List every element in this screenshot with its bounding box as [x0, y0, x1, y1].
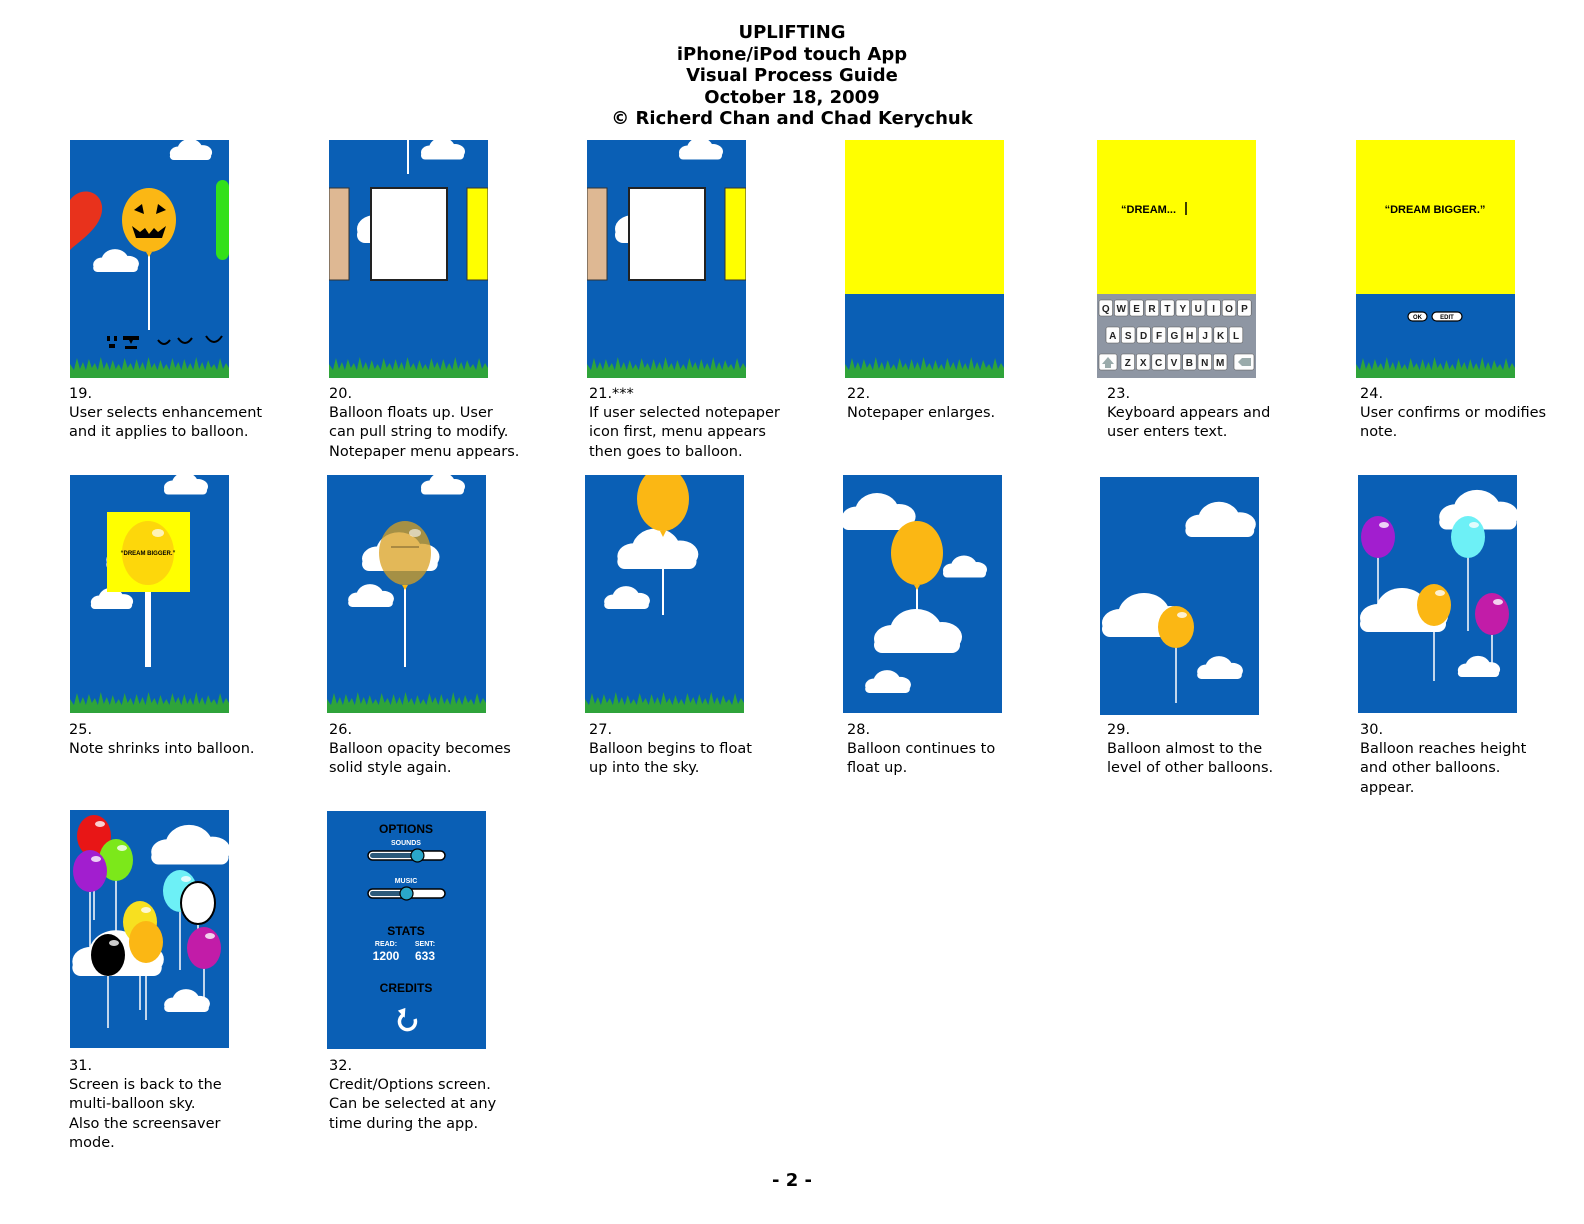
- magenta-balloon-icon: [187, 927, 221, 969]
- key-label: R: [1148, 304, 1156, 315]
- app-title: UPLIFTING: [738, 22, 846, 43]
- sounds-label: SOUNDS: [391, 840, 421, 847]
- notepaper-icon: [629, 188, 705, 280]
- key-label: C: [1154, 358, 1163, 369]
- key-label: Z: [1124, 358, 1131, 369]
- caption-28: 28. Balloon continues to float up.: [847, 722, 996, 777]
- caption-29: 29. Balloon almost to the level of other balloons.: [1107, 722, 1274, 777]
- screen-19-enhancement: [70, 140, 229, 378]
- green-balloon-icon: [216, 180, 229, 260]
- key-label: Y: [1179, 304, 1187, 315]
- key-label: F: [1155, 331, 1163, 342]
- screen-21-notepaper-first: [587, 140, 746, 378]
- notepaper-large: [845, 140, 1004, 294]
- typing-text: “DREAM...: [1121, 204, 1176, 216]
- read-label: READ:: [374, 941, 398, 948]
- caption-31: 31. Screen is back to the multi-balloon sky. Also the screensaver mode.: [69, 1058, 222, 1151]
- key-label: W: [1116, 304, 1126, 315]
- svg-text:EDIT: EDIT: [1440, 315, 1454, 321]
- music-label: MUSIC: [394, 878, 418, 885]
- screen-31-multi-balloon-sky: [70, 810, 229, 1048]
- magenta-balloon-icon: [1475, 593, 1509, 635]
- yellow-balloon-icon: [1417, 584, 1451, 626]
- screen-26-balloon-opacity: [327, 475, 486, 713]
- balloon-icon: [891, 521, 943, 585]
- screen-23-keyboard: [1097, 140, 1256, 378]
- doc-date: October 18, 2009: [704, 86, 880, 108]
- key-label: K: [1216, 331, 1225, 342]
- key-label: J: [1202, 331, 1208, 342]
- screen-32-options: [327, 811, 486, 1049]
- key-label: M: [1216, 358, 1225, 369]
- confirmed-text: “DREAM BIGGER.”: [1384, 204, 1486, 216]
- screen-30-balloons-appear: [1358, 475, 1517, 713]
- notepaper-icon: [371, 188, 447, 280]
- key-label: G: [1170, 331, 1179, 342]
- document-header: [0, 22, 1584, 130]
- orange-balloon-icon: [129, 921, 163, 963]
- svg-text:“DREAM BIGGER.”: “DREAM BIGGER.”: [120, 551, 176, 557]
- doc-subtitle: Visual Process Guide: [686, 65, 898, 86]
- balloon-icon: [379, 521, 431, 585]
- svg-text:OK: OK: [1413, 315, 1422, 321]
- jack-o-lantern-balloon-icon: [122, 188, 176, 252]
- key-label: E: [1133, 304, 1140, 315]
- doc-copyright: © Richerd Chan and Chad Kerychuk: [611, 108, 973, 129]
- key-label: A: [1109, 331, 1117, 342]
- key-label: V: [1170, 358, 1178, 369]
- screen-28-balloon-floats: [843, 475, 1002, 713]
- key-label: S: [1124, 331, 1132, 342]
- balloon-icon: [1158, 606, 1194, 648]
- sent-label: SENT:: [414, 941, 436, 948]
- credits-button[interactable]: CREDITS: [379, 981, 433, 995]
- caption-30: 30. Balloon reaches height and other balloons. appear.: [1360, 722, 1527, 796]
- screen-20-notepaper-menu: [329, 140, 488, 378]
- key-label: N: [1201, 358, 1209, 369]
- caption-26: 26. Balloon opacity becomes solid style again.: [329, 722, 511, 777]
- caption-21: 21.*** If user selected notepaper icon first, menu appears then goes to balloon.: [589, 386, 780, 460]
- black-balloon-icon: [91, 934, 125, 976]
- caption-22: 22. Notepaper enlarges.: [847, 386, 996, 422]
- key-label: Q: [1101, 304, 1110, 315]
- key-label: I: [1212, 304, 1215, 315]
- cyan-balloon-icon: [1451, 516, 1485, 558]
- sent-value: 633: [414, 949, 436, 963]
- screen-24-confirm-note: [1356, 140, 1515, 378]
- caption-23: 23. Keyboard appears and user enters text.: [1107, 386, 1271, 441]
- purple-balloon-icon: [73, 850, 107, 892]
- key-label: O: [1225, 304, 1233, 315]
- key-label: T: [1164, 304, 1171, 315]
- screen-29-balloon-almost: [1100, 477, 1259, 715]
- key-label: X: [1139, 358, 1147, 369]
- page-number: - 2 -: [772, 1170, 812, 1191]
- caption-20: 20. Balloon floats up. User can pull string to modify. Notepaper menu appears.: [329, 386, 520, 460]
- caption-32: 32. Credit/Options screen. Can be selected at any time during the app.: [329, 1058, 497, 1132]
- purple-balloon-icon: [1361, 516, 1395, 558]
- music-slider-knob[interactable]: [400, 887, 413, 900]
- sounds-slider-knob[interactable]: [411, 849, 424, 862]
- key-label: U: [1194, 304, 1202, 315]
- key-label: L: [1232, 331, 1240, 342]
- key-label: D: [1139, 331, 1148, 342]
- screen-27-balloon-rising: [585, 475, 744, 713]
- caption-27: 27. Balloon begins to float up into the sky.: [589, 722, 752, 777]
- stats-title: STATS: [387, 924, 425, 938]
- key-label: P: [1241, 304, 1248, 315]
- white-balloon-icon: [181, 882, 215, 924]
- caption-24: 24. User confirms or modifies note.: [1360, 386, 1547, 441]
- caption-25: 25. Note shrinks into balloon.: [69, 722, 255, 758]
- key-label: H: [1186, 331, 1194, 342]
- screen-22-notepaper-enlarged: [845, 140, 1004, 378]
- app-platform: iPhone/iPod touch App: [676, 43, 908, 65]
- caption-19: 19. User selects enhancement and it applies to balloon.: [69, 386, 263, 441]
- key-label: B: [1185, 358, 1194, 369]
- read-value: 1200: [372, 949, 400, 963]
- screen-25-note-shrinks: [70, 475, 229, 713]
- options-title: OPTIONS: [378, 822, 434, 836]
